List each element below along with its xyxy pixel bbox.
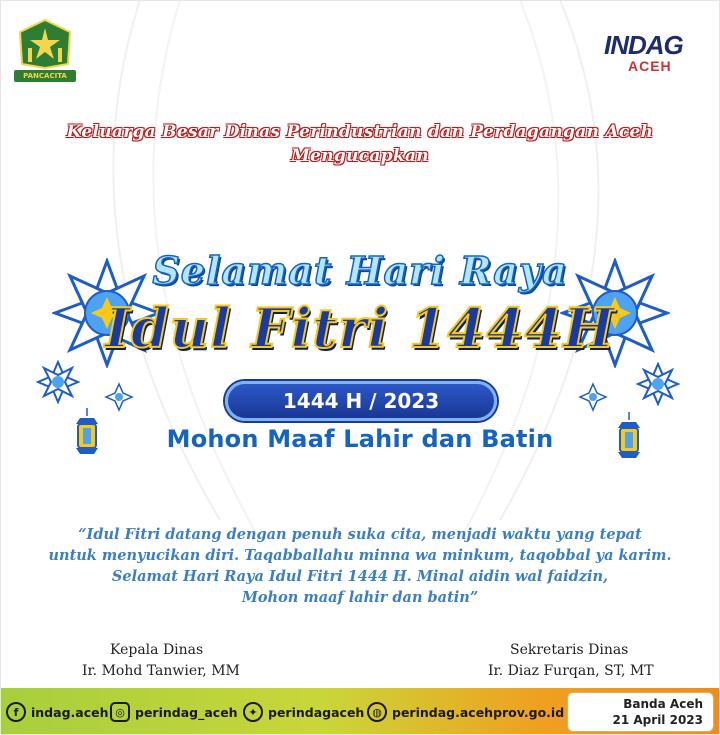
quote-line-1: “Idul Fitri datang dengan penuh suka cita, menjadi waktu yang tepat [78, 526, 642, 543]
title-selamat-hari-raya: Selamat Hari Raya [152, 248, 568, 293]
quote-line-2: untuk menyucikan diri. Taqabballahu minna wa minkum, taqobbal ya karim. [48, 547, 672, 564]
emblem-label: PANCACITA [14, 70, 76, 82]
footer-twitter[interactable] [243, 702, 364, 722]
heading-line-1: Keluarga Besar Dinas Perindustrian dan Perdagangan Aceh [66, 122, 654, 142]
year-badge [225, 381, 497, 421]
quote-line-4: Mohon maaf lahir dan batin” [241, 589, 479, 606]
signature-right-role: Sekretaris Dinas [510, 642, 629, 658]
indag-logo-region: ACEH [628, 58, 672, 74]
facebook-icon: f [6, 702, 26, 722]
signature-right-name: Ir. Diaz Furqan, ST, MT [488, 663, 654, 679]
footer-place-date [567, 692, 714, 732]
quote-line-3: Selamat Hari Raya Idul Fitri 1444 H. Minal aidin wal faidzin, [111, 568, 609, 585]
instagram-icon: ◎ [110, 702, 130, 722]
signature-right [488, 640, 654, 682]
title-idul-fitri: Idul Fitri 1444H [104, 296, 616, 360]
tiny-star-right-icon [578, 382, 608, 412]
indag-aceh-logo [598, 30, 708, 76]
footer-twitter-handle: perindagaceh [268, 704, 365, 720]
footer-date: 21 April 2023 [612, 713, 703, 727]
subtitle-mohon-maaf: Mohon Maaf Lahir dan Batin [166, 425, 554, 453]
indag-logo-name: INDAG [604, 30, 683, 60]
year-badge-text: 1444 H / 2023 [282, 389, 440, 413]
footer-place: Banda Aceh [623, 697, 703, 711]
emblem-icon [14, 18, 76, 70]
globe-icon: ◍ [367, 702, 387, 722]
aceh-emblem-logo [14, 18, 76, 82]
signature-left [82, 640, 240, 682]
footer-instagram-handle: perindag_aceh [135, 704, 238, 720]
footer-facebook-handle: indag.aceh [31, 704, 109, 720]
tiny-star-left-icon [104, 382, 134, 412]
small-star-left-icon [36, 360, 80, 404]
signature-left-role: Kepala Dinas [110, 642, 204, 658]
footer-website-url: perindag.acehprov.go.id [392, 704, 565, 720]
greeting-heading [0, 120, 720, 168]
heading-line-2: Mengucapkan [291, 146, 429, 166]
small-star-right-icon [636, 362, 680, 406]
footer-facebook[interactable] [6, 702, 108, 722]
twitter-icon: ✦ [243, 702, 263, 722]
signature-left-name: Ir. Mohd Tanwier, MM [82, 663, 240, 679]
footer-instagram[interactable] [110, 702, 238, 722]
greeting-quote [40, 524, 680, 608]
footer-website[interactable] [367, 702, 564, 722]
